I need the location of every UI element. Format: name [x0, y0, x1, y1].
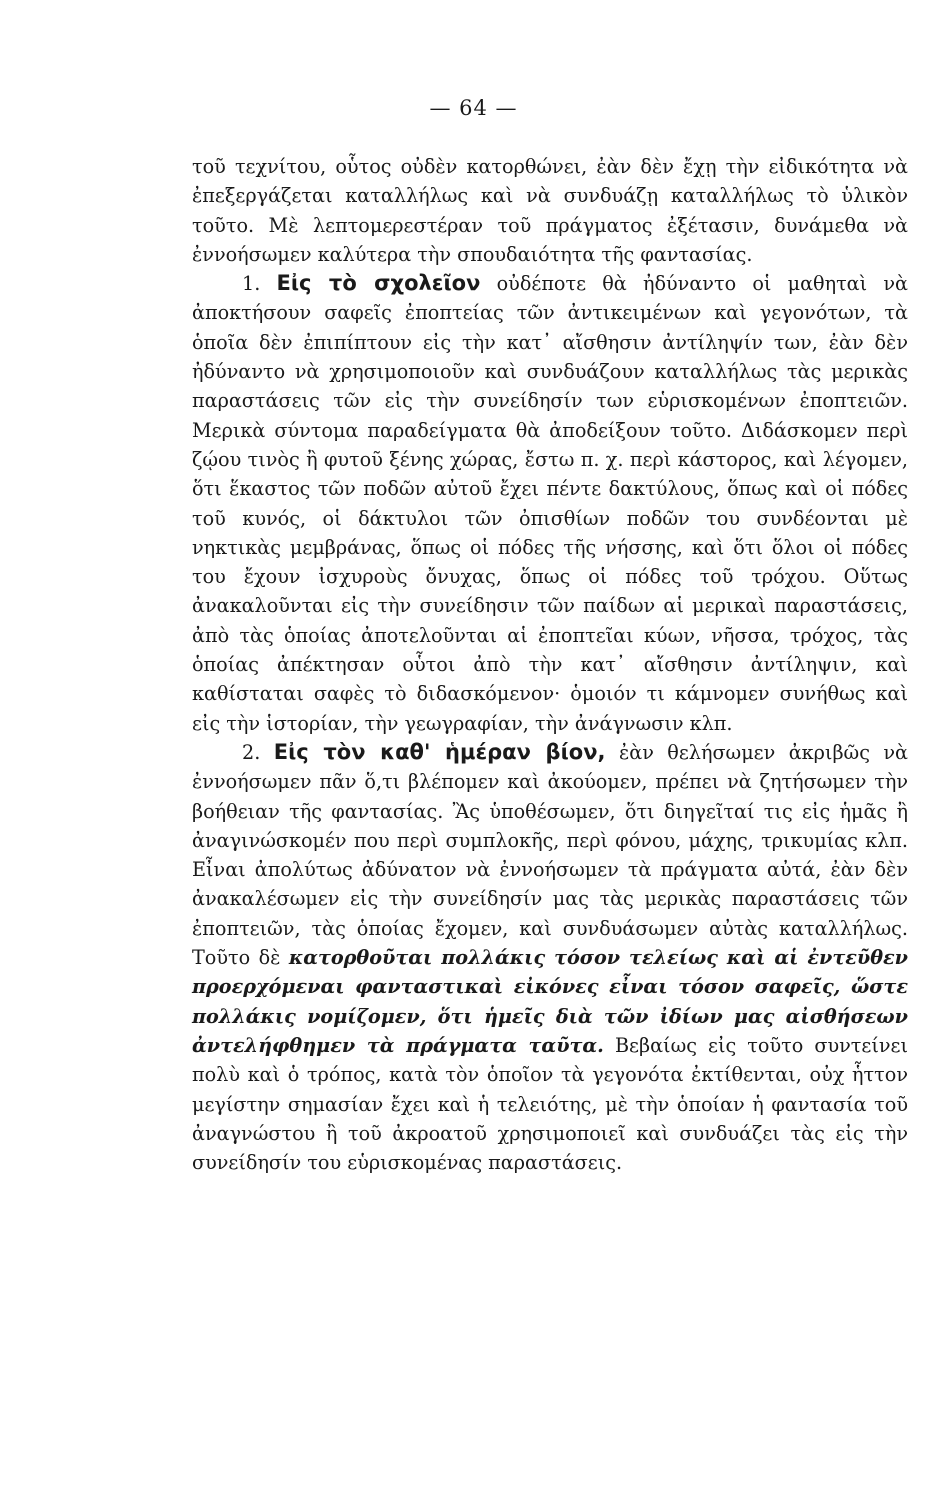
- body-text: [192, 152, 908, 1177]
- section-heading-school: Εἰς τὸ σχολεῖον: [276, 271, 481, 296]
- page-number: — 64 —: [429, 96, 518, 120]
- paragraph-intro: τοῦ τεχνίτου, οὗτος οὐδὲν κατορθώνει, ἐὰν δὲν ἔχῃ τὴν εἰδικότητα νὰ ἐπεξεργάζεται καταλλήλως καὶ νὰ συνδυάζῃ καταλλήλως τὸ ὑλικὸν τοῦτο. Μὲ λεπτομερεστέραν τοῦ πράγματος ἐξέτασιν, δυνάμεθα νὰ ἐννοήσωμεν καλύτερα τὴν σπουδαιότητα τῆς φαντασίας.: [192, 155, 908, 266]
- paragraph-daily-life-closing: Βεβαίως εἰς τοῦτο συντείνει πολὺ καὶ ὁ τρόπος, κατὰ τὸν ὁποῖον τὰ γεγονότα ἐκτίθενται, οὐχ ἧττον μεγίστην σημασίαν ἔχει καὶ ἡ τελειότης, μὲ τὴν ὁποίαν ἡ φαντασία τοῦ ἀναγνώστου ἢ τοῦ ἀκροατοῦ χρησιμοποιεῖ καὶ συνδυάζει τὰς εἰς τὴν συνείδησίν του εὑρισκομένας παραστάσεις.: [192, 1033, 908, 1175]
- paragraph-school: [192, 269, 908, 738]
- emphasized-passage: κατορθοῦται πολλάκις τόσον τελείως καὶ αἱ ἐντεῦθεν προερχόμεναι φανταστικαὶ εἰκόνες εἶναι τόσον σαφεῖς, ὥστε πολλάκις νομίζομεν, ὅτι ἡμεῖς διὰ τῶν ἰδίων μας αἰσθήσεων ἀντελήφθημεν τὰ πράγματα ταῦτα.: [192, 946, 908, 1057]
- paragraph-daily-life-text: ἐὰν θελήσωμεν ἀκριβῶς νὰ ἐννοήσωμεν πᾶν ὅ,τι βλέπομεν καὶ ἀκούομεν, πρέπει νὰ ζητήσωμεν τὴν βοήθειαν τῆς φαντασίας. Ἂς ὑποθέσωμεν, ὅτι διηγεῖταί τις εἰς ἡμᾶς ἢ ἀναγινώσκομέν που περὶ συμπλοκῆς, περὶ φόνου, μάχης, τρικυμίας κλπ. Εἶναι ἀπολύτως ἀδύνατον νὰ ἐννοήσωμεν τὰ πράγματα αὐτά, ἐὰν δὲν ἀνακαλέσωμεν εἰς τὴν συνείδησίν μας τὰς μερικὰς παραστάσεις τῶν ἐποπτειῶν, τὰς ὁποίας ἔχομεν, καὶ συνδυάσωμεν αὐτὰς καταλλήλως. Τοῦτο δὲ: [192, 740, 909, 970]
- paragraph-daily-life: [192, 738, 908, 1177]
- section-number-2: 2.: [242, 740, 261, 764]
- paragraph-school-text: οὐδέποτε θὰ ἠδύναντο οἱ μαθηταὶ νὰ ἀποκτήσουν σαφεῖς ἐποπτείας τῶν ἀντικειμένων καὶ γεγονότων, τὰ ὁποῖα δὲν ἐπιπίπτουν εἰς τὴν κατ᾽ αἴσθησιν ἀντίληψίν των, ἐὰν δὲν ἠδύναντο νὰ χρησιμοποιοῦν καὶ συνδυάζουν καταλλήλως τὰς μερικὰς παραστάσεις τῶν εἰς τὴν συνείδησίν των εὑρισκομένων ἐποπτειῶν. Μερικὰ σύντομα παραδείγματα θὰ ἀποδείξουν τοῦτο. Διδάσκομεν περὶ ζῴου τινὸς ἢ φυτοῦ ξένης χώρας, ἔστω π. χ. περὶ κάστορος, καὶ λέγομεν, ὅτι ἕκαστος τῶν ποδῶν αὐτοῦ ἔχει πέντε δακτύλους, ὅπως καὶ οἱ πόδες τοῦ κυνός, οἱ δάκτυλοι τῶν ὀπισθίων ποδῶν του συνδέονται μὲ νηκτικὰς μεμβράνας, ὅπως οἱ πόδες τῆς νήσσης, καὶ ὅτι ὅλοι οἱ πόδες του ἔχουν ἰσχυροὺς ὄνυχας, ὅπως οἱ πόδες τοῦ τρόχου. Οὕτως ἀνακαλοῦνται εἰς τὴν συνείδησιν τῶν παίδων αἱ μερικαὶ παραστάσεις, ἀπὸ τὰς ὁποίας ἀποτελοῦνται αἱ ἐποπτεῖαι κύων, νῆσσα, τρόχος, τὰς ὁποίας ἀπέκτησαν οὗτοι ἀπὸ τὴν κατ᾽ αἴσθησιν ἀντίληψιν, καὶ καθίσταται σαφὲς τὸ διδασκόμενον· ὁμοιόν τι κάμνομεν συνήθως καὶ εἰς τὴν ἱστορίαν, τὴν γεωγραφίαν, τὴν ἀνάγνωσιν κλπ.: [192, 272, 908, 735]
- section-number-1: 1.: [242, 272, 261, 296]
- section-heading-daily-life: Εἰς τὸν καθ' ἡμέραν βίον,: [273, 739, 606, 764]
